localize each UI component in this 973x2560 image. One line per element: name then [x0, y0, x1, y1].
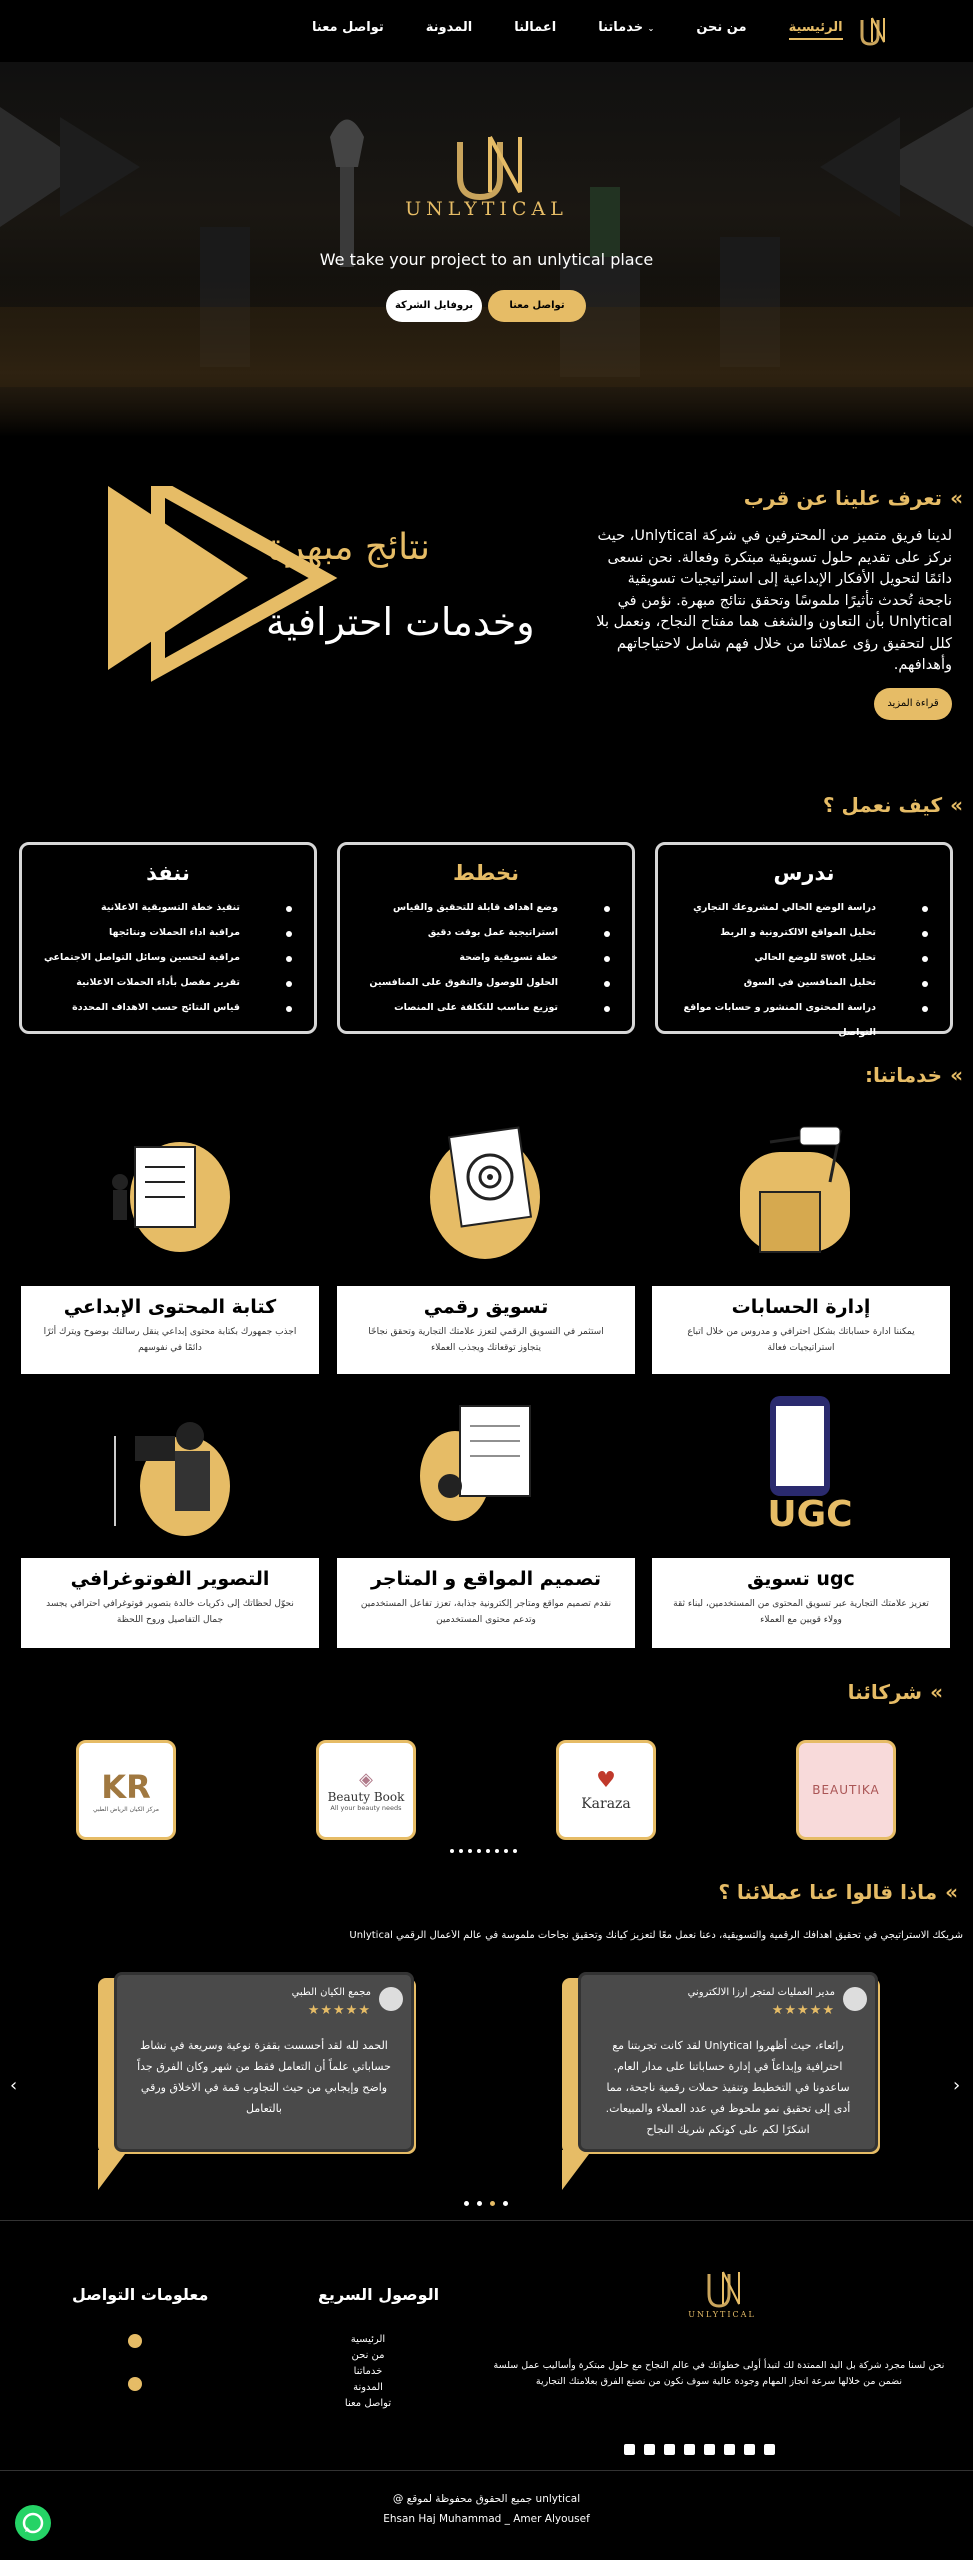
unlytical-footer-logo-icon [697, 2270, 747, 2310]
work-card-execute [19, 842, 317, 1034]
chevron-left-icon[interactable]: ‹ [10, 2075, 18, 2096]
partners-section-title: »شركائنا [847, 1680, 943, 1704]
list-item: تحليل swot للوضع الحالي [672, 945, 936, 970]
testimonial-author: مجمع الكيان الطبي [291, 1987, 371, 1998]
list-item: تحليل المواقع الالكترونية و الربط [672, 920, 936, 945]
partner-logo-kr[interactable] [76, 1740, 176, 1840]
double-chevron-icon: » [950, 793, 963, 817]
partner-logo-karaza[interactable] [556, 1740, 656, 1840]
dot[interactable] [486, 1849, 490, 1853]
footer-link-services[interactable]: خدماتنا [353, 2366, 383, 2377]
list-item: وضع اهداف قابلة للتحقيق والقياس [354, 895, 618, 920]
avatar [379, 1987, 403, 2011]
service-card[interactable] [337, 1286, 635, 1374]
list-item: دراسة المحتوى المنشور و حسابات مواقع التواصل [672, 995, 936, 1045]
list-item: مراقبة اداء الحملات ونتائجها [36, 920, 300, 945]
service-card[interactable] [652, 1286, 950, 1374]
partner-name: KR [101, 1767, 151, 1806]
digital-marketing-illustration [415, 1122, 555, 1262]
service-card[interactable] [21, 1286, 319, 1374]
partners-pagination[interactable] [450, 1849, 517, 1853]
diamond-icon: ◈ [359, 1768, 373, 1790]
nav-blog[interactable]: المدونة [425, 20, 473, 35]
threads-icon[interactable] [744, 2444, 755, 2455]
testimonial-card [114, 1972, 414, 2152]
dot[interactable] [477, 1849, 481, 1853]
double-chevron-icon: » [950, 1063, 963, 1087]
speech-tail [562, 2150, 592, 2190]
about-text: لدينا فريق متميز من المحترفين في شركة Unlytical، حيث نركز على تقديم حلول تسويقية مبتكرة وفعالة. نحن نسعى دائمًا لتحويل الأفكار الإبداعية إلى استراتيجيات تسويقية ناجحة تُحدث تأثيرًا ملموسًا وتحقق نتائج مبهرة. نؤمن في Unlytical بأن التعاون والشغف هما مفتاح النجاح، ونعمل بلا كلل لتحقيق رؤى عملائنا من خلال فهم شامل لاحتياجاتهم وأهدافهم. [596, 528, 952, 673]
service-title: تسويق ugc [747, 1568, 855, 1590]
list-item: قياس النتائج حسب الاهداف المحددة [36, 995, 300, 1020]
testimonials-section-title: »ماذا قالوا عنا عملائنا ؟ [718, 1880, 958, 1904]
nav-contact[interactable]: تواصل معنا [312, 20, 384, 35]
x-icon[interactable] [624, 2444, 635, 2455]
dot[interactable] [464, 2201, 469, 2206]
hero-brand-name: UNLYTICAL [405, 198, 568, 220]
chevron-down-icon: ⌄ [647, 24, 655, 33]
list-item: استراتيجية عمل بوقت دقيق [354, 920, 618, 945]
work-card-study [655, 842, 953, 1038]
dot[interactable] [450, 1849, 454, 1853]
nav-home[interactable]: الرئيسية [789, 20, 843, 40]
double-chevron-icon: » [930, 1680, 943, 1704]
web-design-illustration [415, 1396, 555, 1536]
work-card-title: ندرس [773, 861, 835, 885]
partner-name: Beauty Book [327, 1789, 405, 1804]
dot[interactable] [490, 2201, 495, 2206]
footer-bottom-divider [0, 2470, 973, 2471]
instagram-icon[interactable] [644, 2444, 655, 2455]
play-triangle-graphic [108, 486, 508, 686]
snapchat-icon[interactable] [764, 2444, 775, 2455]
testimonial-card [578, 1972, 878, 2152]
content-writing-illustration [95, 1122, 235, 1262]
partner-subtitle: مركز الكيان الرياض الطبي [92, 1805, 160, 1813]
service-desc: يمكننا ادارة حساباتك بشكل احترافي و مدروس من خلال اتباع استراتيجيات فعالة [687, 1327, 915, 1353]
double-chevron-icon: » [945, 1880, 958, 1904]
unlytical-hero-logo-icon [410, 132, 570, 202]
service-desc: تعزيز علامتك التجارية عبر تسويق المحتوى من المستخدمين، لبناء ثقة وولاء قويين مع العملاء [673, 1599, 929, 1625]
partner-logo-content [581, 1768, 631, 1812]
dot[interactable] [477, 2201, 482, 2206]
list-item: خطة تسويقية واضحة [354, 945, 618, 970]
hero-section [0, 62, 973, 437]
service-card[interactable] [21, 1558, 319, 1648]
unlytical-logo-icon[interactable] [856, 14, 890, 48]
service-desc: نحوّل لحظاتك إلى ذكريات خالدة بتصوير فوتوغرافي احترافي يجسد جمال التفاصيل وروح اللحظة [46, 1599, 294, 1625]
avatar [843, 1987, 867, 2011]
list-item: دراسة الوضع الحالي لمشروعك التجاري [672, 895, 936, 920]
testimonial-text: رائعاء، حيث أظهروا Unlytical لقد كانت تجربتنا مع احترافية وإبداعاً في إدارة حساباتنا على مدار العام. ساعدونا في التخطيط وتنفيذ حملات رقمية ناجحة، مما أدى إلى تحقيق نمو ملحوظ في عدد العملاء والمبيعات. اشكرًا لكم على كونكم شريك النجاح [605, 2039, 851, 2136]
list-item: مراقبة لتحسين وسائل التواصل الاجتماعي [36, 945, 300, 970]
partner-logo-content [93, 1768, 159, 1813]
partner-name: BEAUTIKA [812, 1783, 880, 1797]
nav-services-label: خدماتنا [598, 20, 644, 35]
svg-text:UGC: UGC [767, 1494, 853, 1535]
contact-us-button[interactable]: تواصل معنا [488, 290, 586, 322]
service-title: تسويق رقمي [423, 1296, 549, 1318]
work-card-plan [337, 842, 635, 1034]
company-profile-button[interactable]: بروفايل الشركة [386, 290, 482, 322]
testimonial-text: الحمد لله لقد أحسست بقفزة نوعية وسريعة في نشاط حساباتي علماً أن التعامل فقط من شهر وكان الفرق جداً واضح وإيجابي من حيث التجاوب قمة في الاخلاق ورقي بالتعامل [137, 2039, 391, 2115]
service-card[interactable] [652, 1558, 950, 1648]
about-section-title: »تعرف علينا عن قرب [743, 486, 963, 510]
account-management-illustration [730, 1122, 870, 1262]
footer-description: نحن لسنا مجرد شركة بل اليد الممتدة لك لتبدأ أولى خطواتك في عالم النجاح مع حلول مبتكرة وأساليب عمل سلسة نضمن من خلالها سرعة انجاز المهام وجودة عالية سوف نكون من نصنع الفرق بعلامتك التجارية [493, 2360, 945, 2387]
service-card[interactable] [337, 1558, 635, 1648]
star-rating: ★★★★★ [771, 2003, 835, 2018]
partner-name: Karaza [581, 1796, 631, 1812]
partner-logo-beauty-book[interactable] [316, 1740, 416, 1840]
services-section-title: »خدماتنا: [865, 1063, 963, 1087]
footer-link-home[interactable]: الرئيسية [350, 2334, 386, 2345]
dot[interactable] [513, 1849, 517, 1853]
testimonials-subtitle: شريكك الاستراتيجي في تحقيق أهدافك الرقمية والتسويقية، دعنا نعمل معًا لتعزيز كيانك وتحقيق نجاحات ملموسة في عالم الأعمال الرقمي Unlytical [349, 1930, 963, 1941]
heart-icon: ♥ [596, 1768, 616, 1793]
quick-links-title: الوصول السريع [318, 2285, 440, 2304]
list-item: تنفيذ خطة التسويقية الاعلانية [36, 895, 300, 920]
nav-services[interactable] [598, 20, 654, 40]
whatsapp-icon[interactable] [664, 2444, 675, 2455]
hero-tagline: We take your project to an unlytical place [319, 250, 654, 269]
dot[interactable] [503, 2201, 508, 2206]
list-item: الحلول للوصول والتفوق على المنافسين [354, 970, 618, 995]
partner-logo-beautika[interactable] [796, 1740, 896, 1840]
service-desc: اجذب جمهورك بكتابة محتوى إبداعي ينقل رسالتك بوضوح ويترك أثرًا دائمًا في نفوسهم [43, 1327, 297, 1353]
email-icon[interactable] [128, 2334, 142, 2348]
service-title: كتابة المحتوى الإبداعي [63, 1296, 277, 1318]
dot[interactable] [468, 1849, 472, 1853]
service-title: التصوير الفوتوغرافي [70, 1568, 270, 1590]
footer-link-blog[interactable]: المدونة [353, 2382, 383, 2393]
testimonials-pagination[interactable] [464, 2201, 508, 2206]
social-icons [624, 2444, 775, 2455]
testimonial-author: مدير العمليات لمتجر ارزا الالكتروني [687, 1987, 835, 1998]
nav-links [270, 20, 843, 40]
speech-tail [98, 2150, 128, 2190]
about-graphic-line1: نتائج مبهرة [268, 527, 431, 568]
service-desc: نقدم تصميم مواقع ومتاجر إلكترونية جذابة، تعزز تفاعل المستخدمين وتدعم محتوى المستخدمين [360, 1599, 612, 1625]
list-item: توزيع مناسب للتكلفة على المنصات [354, 995, 618, 1020]
work-card-title: ننفذ [146, 861, 190, 885]
work-section-title: »كيف نعمل ؟ [822, 793, 963, 817]
service-title: تصميم المواقع و المتاجر [371, 1568, 601, 1590]
footer-brand: UNLYTICAL [688, 2310, 756, 2319]
phone-icon[interactable] [128, 2377, 142, 2391]
footer-divider [0, 2220, 973, 2221]
nav-about[interactable]: من نحن [696, 20, 747, 35]
ugc-illustration [740, 1396, 880, 1536]
contact-info-title: معلومات التواصل [72, 2285, 209, 2304]
partner-logo-content [328, 1769, 405, 1812]
dot[interactable] [459, 1849, 463, 1853]
dot[interactable] [504, 1849, 508, 1853]
work-card-title: نخطط [453, 861, 519, 885]
copyright-text: @ جميع الحقوق محفوظة لموقع unlytical [392, 2493, 581, 2505]
read-more-button[interactable]: قراءة المزيد [874, 688, 952, 720]
double-chevron-icon: » [950, 486, 963, 510]
top-nav [0, 0, 973, 62]
star-rating: ★★★★★ [307, 2003, 371, 2018]
service-desc: استثمر في التسويق الرقمي لتعزز علامتك التجارية وتحقق نجاحًا يتجاوز توقعاتك ويجذب العملاء [368, 1327, 604, 1353]
dot[interactable] [495, 1849, 499, 1853]
linkedin-icon[interactable] [704, 2444, 715, 2455]
about-graphic-line2: وخدمات احترافية [266, 600, 535, 644]
list-item: تحليل المنافسين في السوق [672, 970, 936, 995]
tiktok-icon[interactable] [724, 2444, 735, 2455]
whatsapp-icon [15, 2505, 51, 2541]
whatsapp-float-button[interactable] [15, 2505, 51, 2541]
list-item: تقرير مفصل بأداء الحملات الاعلانية [36, 970, 300, 995]
nav-works[interactable]: اعمالنا [514, 20, 557, 35]
credits-text: Ehsan Haj Muhammad _ Amer Alyousef [383, 2513, 590, 2525]
partner-subtitle: All your beauty needs [330, 1803, 402, 1812]
service-title: إدارة الحسابات [731, 1296, 871, 1318]
photography-illustration [95, 1396, 235, 1536]
footer-link-contact[interactable]: تواصل معنا [344, 2398, 392, 2409]
footer-link-about[interactable]: من نحن [351, 2350, 385, 2361]
chevron-right-icon[interactable]: › [953, 2075, 961, 2096]
youtube-icon[interactable] [684, 2444, 695, 2455]
